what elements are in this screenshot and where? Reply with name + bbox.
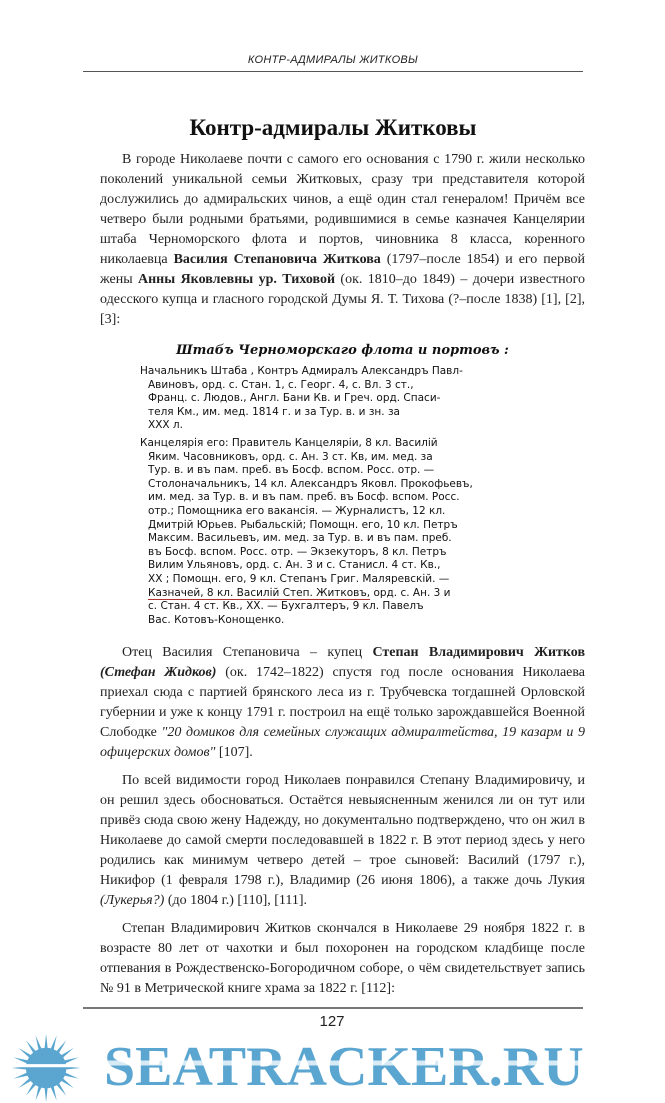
paragraph (100, 771, 585, 911)
paragraph (100, 643, 585, 763)
text-run: [107]. (215, 745, 253, 761)
sun-ray (60, 1078, 74, 1089)
watermark (0, 1033, 665, 1103)
watermark-text: SEATRACKER.RU (104, 1036, 584, 1099)
scan-line: Максим. Васильевъ, им. мед. за Тур. в. и въ пам. преб. (148, 532, 452, 545)
emphasized-text: (Стефан Жидков) (100, 665, 217, 681)
sun-ray (56, 1041, 67, 1055)
scan-line: Вас. Котовъ-Конощенко. (148, 613, 285, 626)
paragraph (100, 150, 585, 330)
sun-ray (50, 1036, 56, 1051)
page-number: 127 (319, 1013, 345, 1031)
text-run: Степан Владимирович Житков скончался в Николаеве 29 ноября 1822 г. в возрасте 80 лет от чахотки и был похоронен на городском кладбище после отпевания в Рождественско-Богородичном соборе, о чём свидетельствует запись № 91 в Метрической книге храма за 1822 г. [112]: (100, 921, 585, 997)
scan-line: отр.; Помощника его вакансія. — Журналистъ, 12 кл. (148, 504, 446, 517)
emphasized-text: Анны Яковлевны ур. Тиховой (138, 272, 336, 287)
scan-line: Авиновъ, орд. с. Стан. 1, с. Георг. 4, с. Вл. 3 ст., (148, 378, 414, 391)
archival-document-scan (140, 342, 545, 627)
scan-line: Столоначальникъ, 14 кл. Александръ Яковл. Прокофьевъ, (148, 477, 473, 490)
emphasized-text: Василия Степановича Житкова (173, 252, 381, 267)
footer-rule (83, 1007, 583, 1009)
text-run: По всей видимости город Николаев понравился Степану Владимировичу, и он решил здесь обосноваться. Остаётся невыясненным женился ли он тут или привёз сюда свою жену Надежду, но документально подтверждено, что он жил в Николаеве до самой смерти последовавшей в 1822 г. В этот период здесь у него родились как минимум четверо детей – трое сыновей: Василий (1797 г.), Никифор (1 февраля 1798 г.), Владимир (26 июня 1806), а также дочь Лукия (100, 773, 585, 889)
sun-ray (18, 1078, 32, 1089)
scan-body (140, 365, 545, 627)
scan-line: им. мед. за Тур. в. и въ пам. преб. въ Босф. вспом. Росс. (148, 491, 460, 504)
text-run: В городе Николаеве почти с самого его основания с 1790 г. жили несколько поколений уникальной семьи Житковых, сразу три представителя которой дослужились до адмиральских чинов, а ещё один стал генералом! Причём все четверо были родными братьями, родившимися в семье казначея Канцелярии штаба Черноморского флота и портов, чиновника 8 класса, коренного николаевца (100, 152, 585, 267)
sun-ray (50, 1085, 56, 1100)
sun-ray (14, 1058, 29, 1064)
header-rule (83, 71, 583, 72)
sun-ray (44, 1087, 47, 1103)
scan-line: Казначей, 8 кл. Василій Степ. Житковъ, орд. с. Ан. 3 и (148, 586, 451, 599)
sun-ray (36, 1085, 42, 1100)
scan-line: Начальникъ Штаба , Контръ Адмиралъ Александръ Павл- (140, 365, 463, 377)
scan-line: Вилим Ульяновъ, орд. с. Ан. 3 и с. Станисл. 4 ст. Кв., (148, 559, 441, 572)
sun-ray (36, 1036, 42, 1051)
text-run: (ок. 1810–до 1849) – дочери известного одесского купца и гласного городской Думы Я. Т. Тихова (?–после 1838) [1], [2], [3]: (100, 272, 585, 327)
emphasized-text: "20 домиков для семейных служащих адмиралтейства, 19 казарм и 9 офицерских домов" (100, 725, 585, 761)
scan-line: теля Км., им. мед. 1814 г. и за Тур. в. и зн. за (148, 405, 400, 418)
scan-line: Канцелярія его: Правитель Канцеляріи, 8 кл. Василій (140, 436, 438, 449)
scan-line: въ Босф. вспом. Росс. отр. — Экзекуторъ, 8 кл. Петръ (148, 545, 447, 558)
chapter-title: Контр-адмиралы Житковы (189, 115, 477, 140)
sun-ray (56, 1082, 67, 1096)
sun-ray (26, 1041, 37, 1055)
sun-ray (14, 1072, 29, 1078)
scan-line: Тур. в. и въ пам. преб. въ Босф. вспом. Росс. отр. — (148, 464, 435, 477)
paragraph (100, 919, 585, 999)
sun-ray (44, 1034, 47, 1050)
scan-line: Дмитрій Юрьев. Рыбальскій; Помощн. его, 10 кл. Петръ (148, 518, 458, 531)
scan-line: Франц. с. Людов., Англ. Бани Кв. и Греч. орд. Спаси- (148, 392, 441, 405)
text-run: (до 1804 г.) [110], [111]. (164, 893, 308, 909)
sun-ray (63, 1072, 78, 1078)
sun-ray (26, 1082, 37, 1096)
running-head: КОНТР-АДМИРАЛЫ ЖИТКОВЫ (247, 54, 419, 66)
text-run: (1797–после 1854) и его первой жены (100, 252, 585, 287)
sun-logo-icon (0, 1033, 100, 1103)
text-run: (ок. 1742–1822) спустя год после основания Николаева приехал сюда с партией брянского леса из г. Трубчевска тогдашней Орловской губернии и уже к концу 1791 г. построил на ещё только зарождавшейся Военной Слободке (100, 665, 586, 741)
emphasized-text: Степан Владимирович Житков (372, 645, 586, 661)
sun-ray (60, 1048, 74, 1059)
scan-line: XXX л. (148, 419, 183, 432)
scan-line: Яким. Часовниковъ, орд. с. Ан. 3 ст. Кв, им. мед. за (148, 450, 433, 463)
scan-line: с. Стан. 4 ст. Кв., XX. — Бухгалтеръ, 9 кл. Павелъ (148, 600, 424, 613)
scan-line: XX ; Помощн. его, 9 кл. Степанъ Григ. Маляревскій. — (148, 572, 450, 585)
underlined-entry: Казначей, 8 кл. Василій Степ. Житковъ, (148, 586, 371, 599)
text-run: Отец Василия Степановича – купец (122, 645, 373, 661)
sun-ray (18, 1048, 32, 1059)
sun-ray (63, 1058, 78, 1064)
emphasized-text: (Лукерья?) (100, 893, 165, 909)
scan-heading: Штабъ Черноморскаго флота и портовъ : (176, 343, 509, 358)
